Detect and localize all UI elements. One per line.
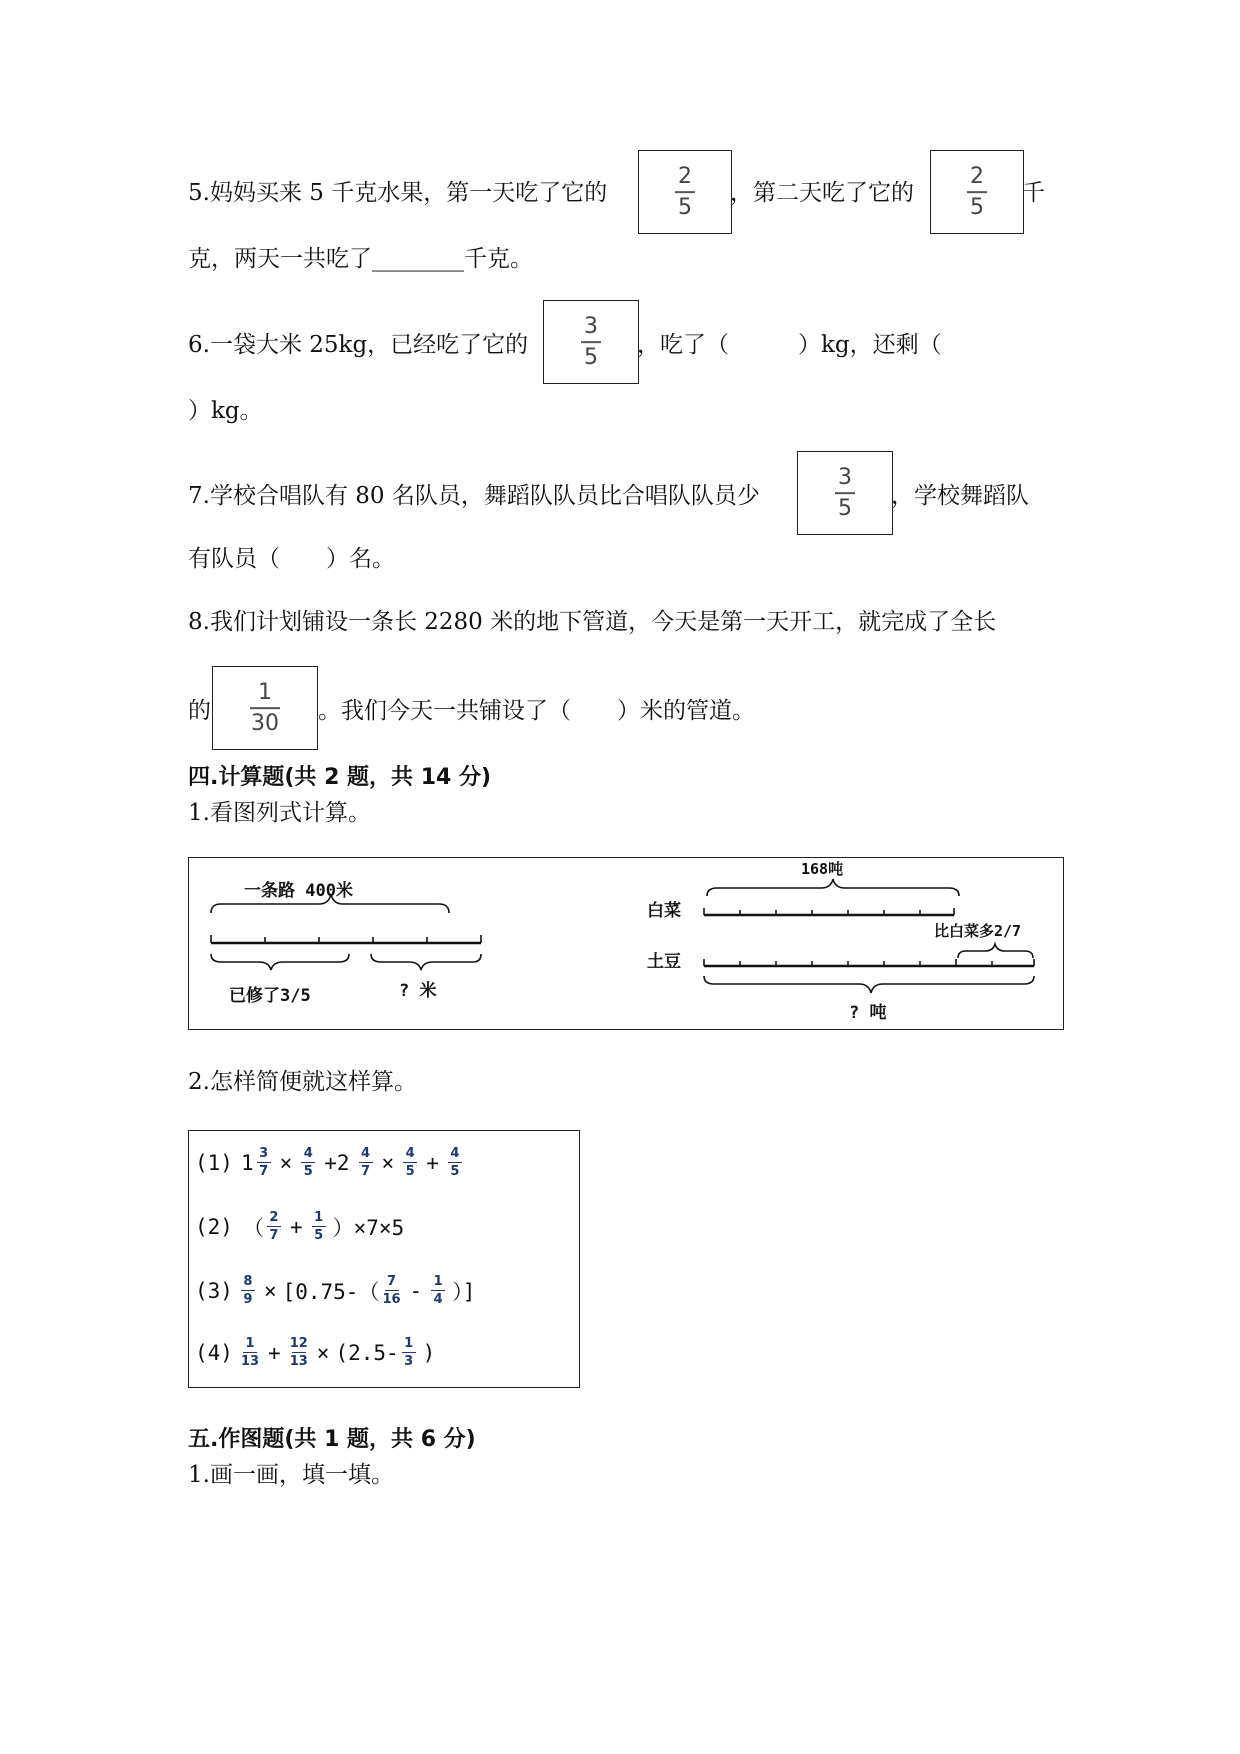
fraction-denominator: 3 — [404, 1354, 414, 1370]
q6-fraction-box — [543, 300, 639, 384]
calc-expression: (2.5- — [335, 1340, 399, 1365]
q5-line1-a: 5.妈妈买来 5 千克水果，第一天吃了它的 — [188, 180, 608, 206]
q7-line1-a: 7.学校合唱队有 80 名队员，舞蹈队队员比合唱队队员少 — [188, 483, 760, 509]
fraction-denominator: 4 — [433, 1292, 443, 1308]
fraction-denominator: 16 — [382, 1292, 401, 1308]
q5-line1-c: 千 — [1022, 180, 1045, 206]
fraction-denominator: 5 — [584, 344, 598, 370]
fraction-numerator: 4 — [450, 1146, 460, 1161]
calc-operator: +2 — [324, 1150, 350, 1175]
q6-line2: ）kg。 — [188, 398, 263, 424]
calc-operator: × — [263, 1278, 277, 1303]
fraction-denominator: 5 — [314, 1228, 324, 1244]
calc-operator: + — [289, 1214, 303, 1239]
calc-operator: ）] — [452, 1279, 476, 1304]
calc-operator: + — [268, 1340, 281, 1365]
q7-fraction-box — [797, 451, 893, 535]
fraction-numerator: 4 — [361, 1146, 371, 1161]
fraction-numerator: 1 — [258, 680, 272, 706]
q5-line1-b: ，第二天吃了它的 — [730, 180, 914, 206]
q6-line1-a: 6.一袋大米 25kg，已经吃了它的 — [188, 332, 529, 358]
calc-operator: - — [409, 1278, 423, 1303]
calc-operator: + — [426, 1150, 439, 1175]
diagram-row-baicai: 白菜 — [647, 901, 681, 921]
calc-operator: ) — [422, 1340, 436, 1365]
fraction-numerator: 7 — [386, 1274, 397, 1289]
calc-operator: × — [316, 1340, 330, 1365]
q5-fraction-box-2 — [930, 150, 1024, 234]
calc-row-4 — [195, 1337, 435, 1368]
calc-row-3 — [195, 1275, 475, 1306]
calc-box — [188, 1130, 580, 1388]
fraction-denominator: 30 — [251, 710, 279, 736]
fraction-numerator: 2 — [269, 1210, 279, 1225]
fraction-denominator: 5 — [678, 194, 692, 220]
calc-number: 1 — [240, 1150, 254, 1175]
fraction-denominator: 5 — [838, 495, 852, 521]
calc-label: (2) — [195, 1214, 233, 1239]
q7-line2: 有队员（ ）名。 — [188, 546, 395, 572]
fraction-numerator: 8 — [243, 1274, 253, 1289]
q8-line1: 8.我们计划铺设一条长 2280 米的地下管道，今天是第一天开工，就完成了全长 — [188, 609, 997, 635]
calc-label: (3) — [195, 1278, 233, 1303]
fraction-numerator: 4 — [405, 1146, 415, 1161]
fraction-numerator: 1 — [314, 1210, 324, 1225]
section4-q1: 1.看图列式计算。 — [188, 800, 371, 826]
fraction-numerator: 3 — [838, 465, 852, 491]
fraction-denominator: 5 — [450, 1164, 460, 1180]
calc-row-2 — [195, 1211, 404, 1242]
calc-operator: × — [381, 1150, 395, 1175]
fraction-denominator: 5 — [970, 194, 984, 220]
fraction-denominator: 9 — [243, 1292, 253, 1308]
diagram-box — [188, 857, 1064, 1030]
calc-label: (4) — [195, 1340, 233, 1365]
q8-line2-a: 的 — [188, 698, 211, 724]
diagram-row-tudou: 土豆 — [647, 952, 681, 972]
section5-title: 五.作图题(共 1 题，共 6 分) — [188, 1427, 476, 1452]
fraction-numerator: 1 — [245, 1336, 255, 1351]
fraction-numerator: 1 — [404, 1336, 414, 1351]
calc-operator: × — [279, 1150, 293, 1175]
fraction-denominator: 5 — [303, 1164, 313, 1180]
fraction-denominator: 7 — [269, 1228, 279, 1244]
section4-q2: 2.怎样简便就这样算。 — [188, 1069, 417, 1095]
q8-fraction-box — [212, 666, 318, 750]
fraction-denominator: 13 — [240, 1354, 260, 1370]
q6-line1-b: ，吃了（ ）kg，还剩（ — [637, 332, 942, 358]
diagram-right-top-label: 168吨 — [801, 860, 844, 878]
fraction-numerator: 3 — [584, 314, 598, 340]
diagram-left-done-label: 已修了3/5 — [229, 986, 311, 1006]
q8-line2-b: 。我们今天一共铺设了（ ）米的管道。 — [318, 698, 755, 724]
diagram-left-top-label: 一条路 400米 — [244, 881, 353, 901]
calc-label: (1) — [195, 1150, 233, 1175]
fraction-numerator: 1 — [433, 1274, 443, 1289]
calc-operator: ）×7×5 — [332, 1215, 405, 1240]
fraction-denominator: 7 — [361, 1164, 371, 1180]
q5-fraction-box-1 — [638, 150, 732, 234]
q7-line1-b: ，学校舞蹈队 — [891, 483, 1029, 509]
fraction-denominator: 13 — [289, 1354, 308, 1370]
fraction-numerator: 3 — [259, 1146, 269, 1161]
calc-row-1 — [195, 1147, 465, 1178]
fraction-numerator: 2 — [678, 164, 692, 190]
calc-expression: [0.75-（ — [282, 1279, 380, 1304]
fraction-numerator: 12 — [289, 1336, 308, 1351]
fraction-numerator: 4 — [303, 1146, 313, 1161]
section4-title: 四.计算题(共 2 题，共 14 分) — [188, 765, 492, 790]
diagram-left-unknown-label: ? 米 — [399, 981, 437, 1001]
section5-q1: 1.画一画，填一填。 — [188, 1462, 394, 1488]
diagram-right-bottom-label: ? 吨 — [849, 1003, 887, 1023]
fraction-numerator: 2 — [970, 164, 984, 190]
calc-operator: （ — [242, 1215, 264, 1240]
diagram-right-note: 比白菜多2/7 — [934, 922, 1022, 940]
fraction-denominator: 7 — [259, 1164, 269, 1180]
q5-line2: 克，两天一共吃了________千克。 — [188, 246, 533, 272]
fraction-denominator: 5 — [405, 1164, 415, 1180]
